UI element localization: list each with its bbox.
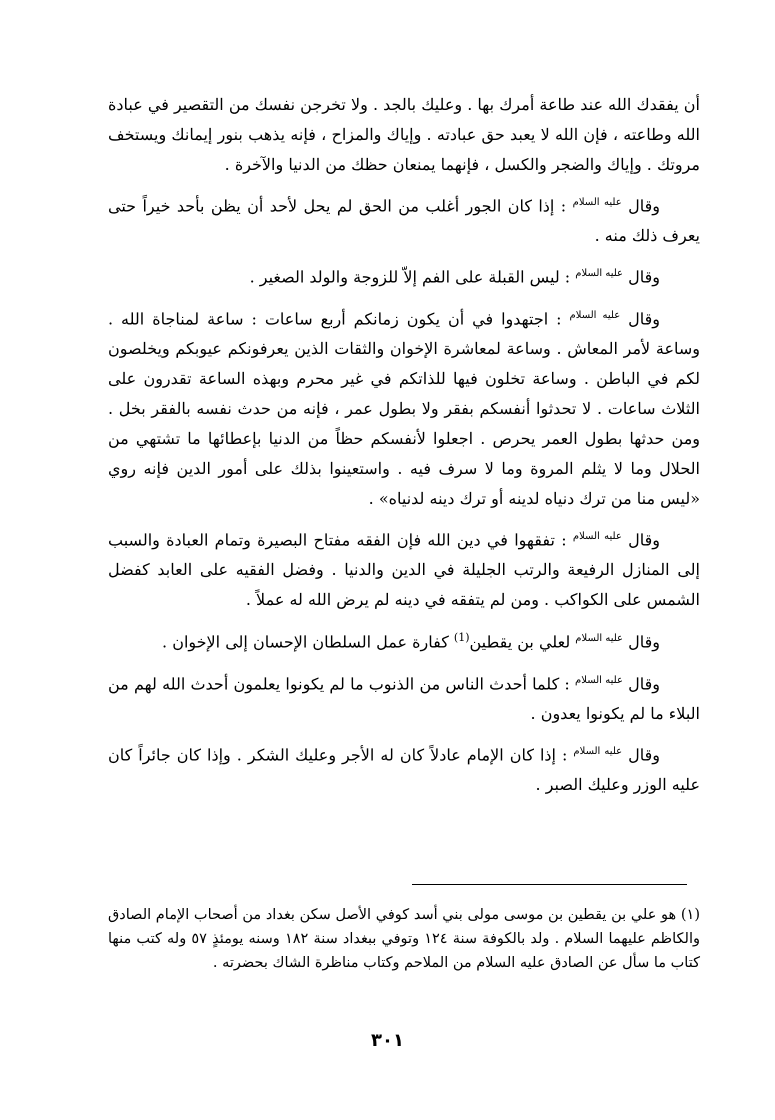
page-body — [108, 90, 700, 808]
honorific-glyph: عليه السلام — [572, 530, 622, 542]
paragraph-mid: لعلي بن يقطين — [469, 632, 576, 652]
paragraph-text: : إذا كان الجور أغلب من الحق لم يحل لأحد أن يظن بأحد خيراً حتى يعرف ذلك منه . — [108, 196, 700, 246]
paragraph-text: : تفقهوا في دين الله فإن الفقه مفتاح البصيرة وتمام العبادة والسبب إلى المنازل الرفيعة والرتب الجليلة في الدين والدنيا . وفضل الفقيه على العابد كفضل الشمس على الكواكب . ومن لم يتفقه في دينه لم يرض الله له عملاً . — [108, 530, 700, 610]
footnote — [108, 903, 700, 975]
paragraph-3 — [108, 259, 700, 292]
paragraph-text: : ليس القبلة على الفم إلاّ للزوجة والولد الصغير . — [249, 267, 576, 287]
paragraph-lead: وقال — [621, 196, 660, 216]
paragraph-5 — [108, 522, 700, 615]
paragraph-2 — [108, 188, 700, 251]
paragraph-lead: وقال — [622, 745, 660, 765]
paragraph-4 — [108, 301, 700, 514]
paragraph-text: كفارة عمل السلطان الإحسان إلى الإخوان . — [162, 632, 454, 652]
footnote-reference[interactable]: (1) — [453, 631, 470, 645]
paragraph-lead: وقال — [621, 530, 660, 550]
honorific-glyph: عليه السلام — [575, 268, 624, 280]
paragraph-7 — [108, 666, 700, 729]
paragraph-lead: وقال — [620, 308, 661, 328]
footnote-marker: (١) — [680, 907, 700, 923]
footnote-divider — [412, 884, 687, 885]
page-number: ٣٠١ — [371, 1030, 404, 1051]
paragraph-lead: وقال — [623, 267, 660, 287]
paragraph-lead: وقال — [622, 673, 661, 693]
footnote-text: هو علي بن يقطين بن موسى مولى بني أسد كوفي الأصل سكن بغداد من أصحاب الإمام الصادق والكاظم عليهما السلام . ولد بالكوفة سنة ١٢٤ وتوفي ببغداد سنة ١٨٢ وسنه يومئذٍ ٥٧ وله كتب منها كتاب ما سأل عن الصادق عليه السلام من الملاحم وكتاب مناظرة الشاك بحضرته . — [108, 907, 700, 971]
honorific-glyph: عليه السلام — [572, 197, 622, 208]
paragraph-text: : كلما أحدث الناس من الذنوب ما لم يكونوا يعلمون أحدث الله لهم من البلاء ما لم يكونوا يعدون . — [108, 673, 700, 723]
paragraph-lead: وقال — [623, 632, 660, 652]
honorific-glyph: عليه السلام — [569, 309, 621, 321]
paragraph-text: أن يفقدك الله عند طاعة أمرك بها . وعليك بالجد . ولا تخرجن نفسك من التقصير في عبادة الله وطاعته ، فإن الله لا يعبد حق عبادته . وإياك والمزاح ، فإنه يذهب بنور إيمانك ويستخف مروتك . وإياك والضجر والكسل ، فإنهما يمنعان حظك من الدنيا والآخرة . — [108, 95, 700, 174]
paragraph-1 — [108, 90, 700, 180]
honorific-glyph: عليه السلام — [575, 633, 624, 645]
paragraph-8 — [108, 737, 700, 800]
honorific-glyph: عليه السلام — [573, 745, 623, 757]
honorific-glyph: عليه السلام — [575, 674, 623, 686]
paragraph-text: : اجتهدوا في أن يكون زمانكم أربع ساعات : ساعة لمناجاة الله . وساعة لأمر المعاش . وساعة لمعاشرة الإخوان والثقات الذين يعرفونكم عيوبكم ويخلصون لكم في الباطن . وساعة تخلون فيها للذاتكم في غير محرم وبهذه الساعة تقدرون على الثلاث ساعات . لا تحدثوا أنفسكم بفقر ولا بطول عمر ، فإنه من حدث نفسه بالفقر بخل . ومن حدثها بطول العمر يحرص . اجعلوا لأنفسكم حظاً من الدنيا بإعطائها ما تشتهي من الحلال وما لا يثلم المروة وما لا سرف فيه . واستعينوا بذلك على أمور الدين فإنه روي «ليس منا من ترك دنياه لدينه أو ترك دينه لدنياه» . — [108, 308, 701, 508]
paragraph-text: : إذا كان الإمام عادلاً كان له الأجر وعليك الشكر . وإذا كان جائراً كان عليه الوزر وعليك الصبر . — [108, 745, 700, 795]
paragraph-6 — [108, 623, 700, 657]
